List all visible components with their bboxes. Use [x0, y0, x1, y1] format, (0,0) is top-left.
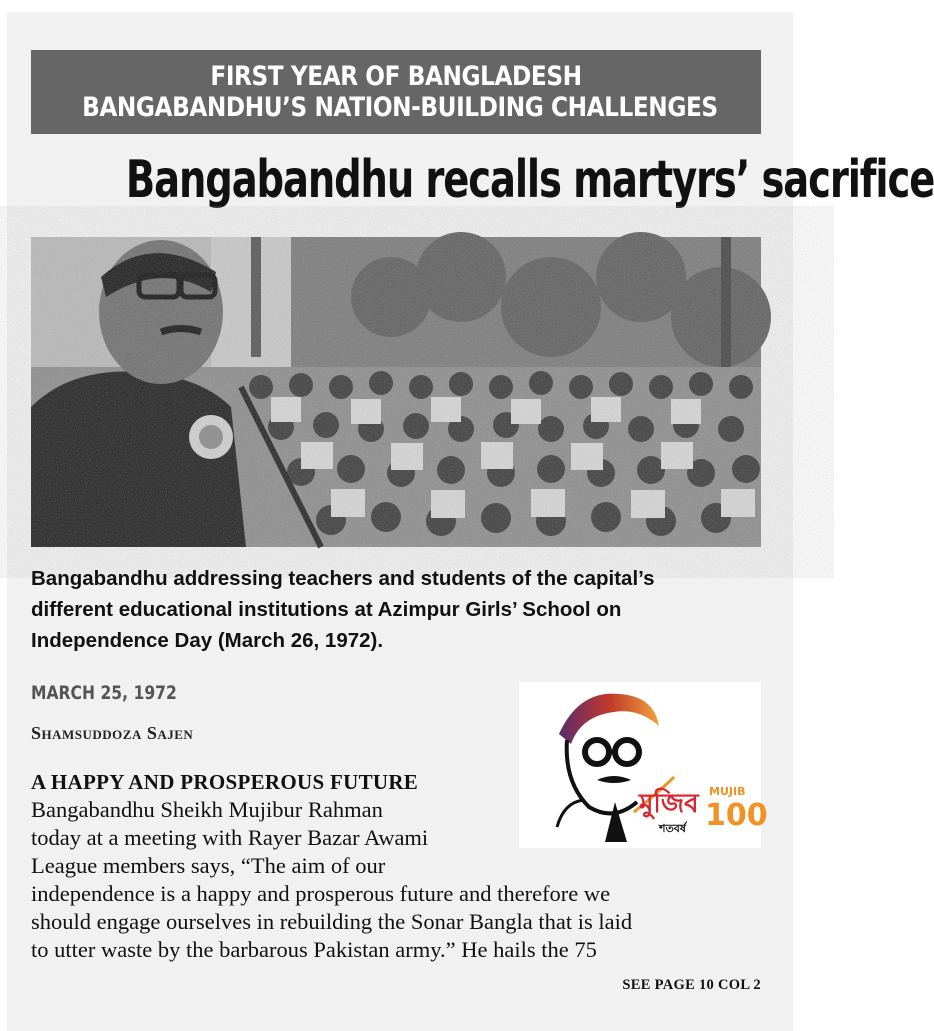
news-photo	[31, 237, 761, 547]
author-byline: Shamsuddoza Sajen	[31, 723, 194, 743]
article-subhead: A HAPPY AND PROSPEROUS FUTURE	[31, 770, 419, 794]
body-line: to utter waste by the barbarous Pakistan army.” He hails the 75	[31, 937, 597, 962]
dateline: MARCH 25, 1972	[31, 682, 177, 704]
logo-bangla-main: মুজিব	[639, 789, 699, 819]
body-line: today at a meeting with Rayer Bazar Awami	[31, 825, 429, 850]
caption-line: Independence Day (March 26, 1972).	[31, 629, 384, 652]
banner-line-1: FIRST YEAR OF BANGLADESH	[210, 61, 582, 92]
body-line: Bangabandhu Sheikh Mujibur Rahman	[31, 797, 383, 822]
continuation-link[interactable]: SEE PAGE 10 COL 2	[622, 977, 761, 993]
section-banner	[31, 50, 761, 134]
banner-line-2: BANGABANDHU’S NATION-BUILDING CHALLENGES	[82, 92, 718, 123]
body-line: independence is a happy and prosperous future and therefore we	[31, 881, 611, 906]
page-headline: Bangabandhu recalls martyrs’ sacrifice	[125, 150, 934, 210]
article-body	[31, 796, 761, 964]
body-line: League members says, “The aim of our	[31, 853, 386, 878]
body-line: should engage ourselves in rebuilding the Sonar Bangla that is laid	[31, 909, 633, 934]
speaker-addressing-crowd-photo	[31, 237, 761, 547]
logo-english-word: MUJIB	[709, 785, 746, 798]
photo-caption	[31, 563, 761, 656]
logo-bangla-sub: শতবর্ষ	[659, 822, 686, 835]
caption-line: different educational institutions at Azimpur Girls’ School on	[31, 598, 622, 621]
logo-english-number: 100	[705, 798, 768, 833]
caption-line: Bangabandhu addressing teachers and students of the capital’s	[31, 567, 655, 590]
